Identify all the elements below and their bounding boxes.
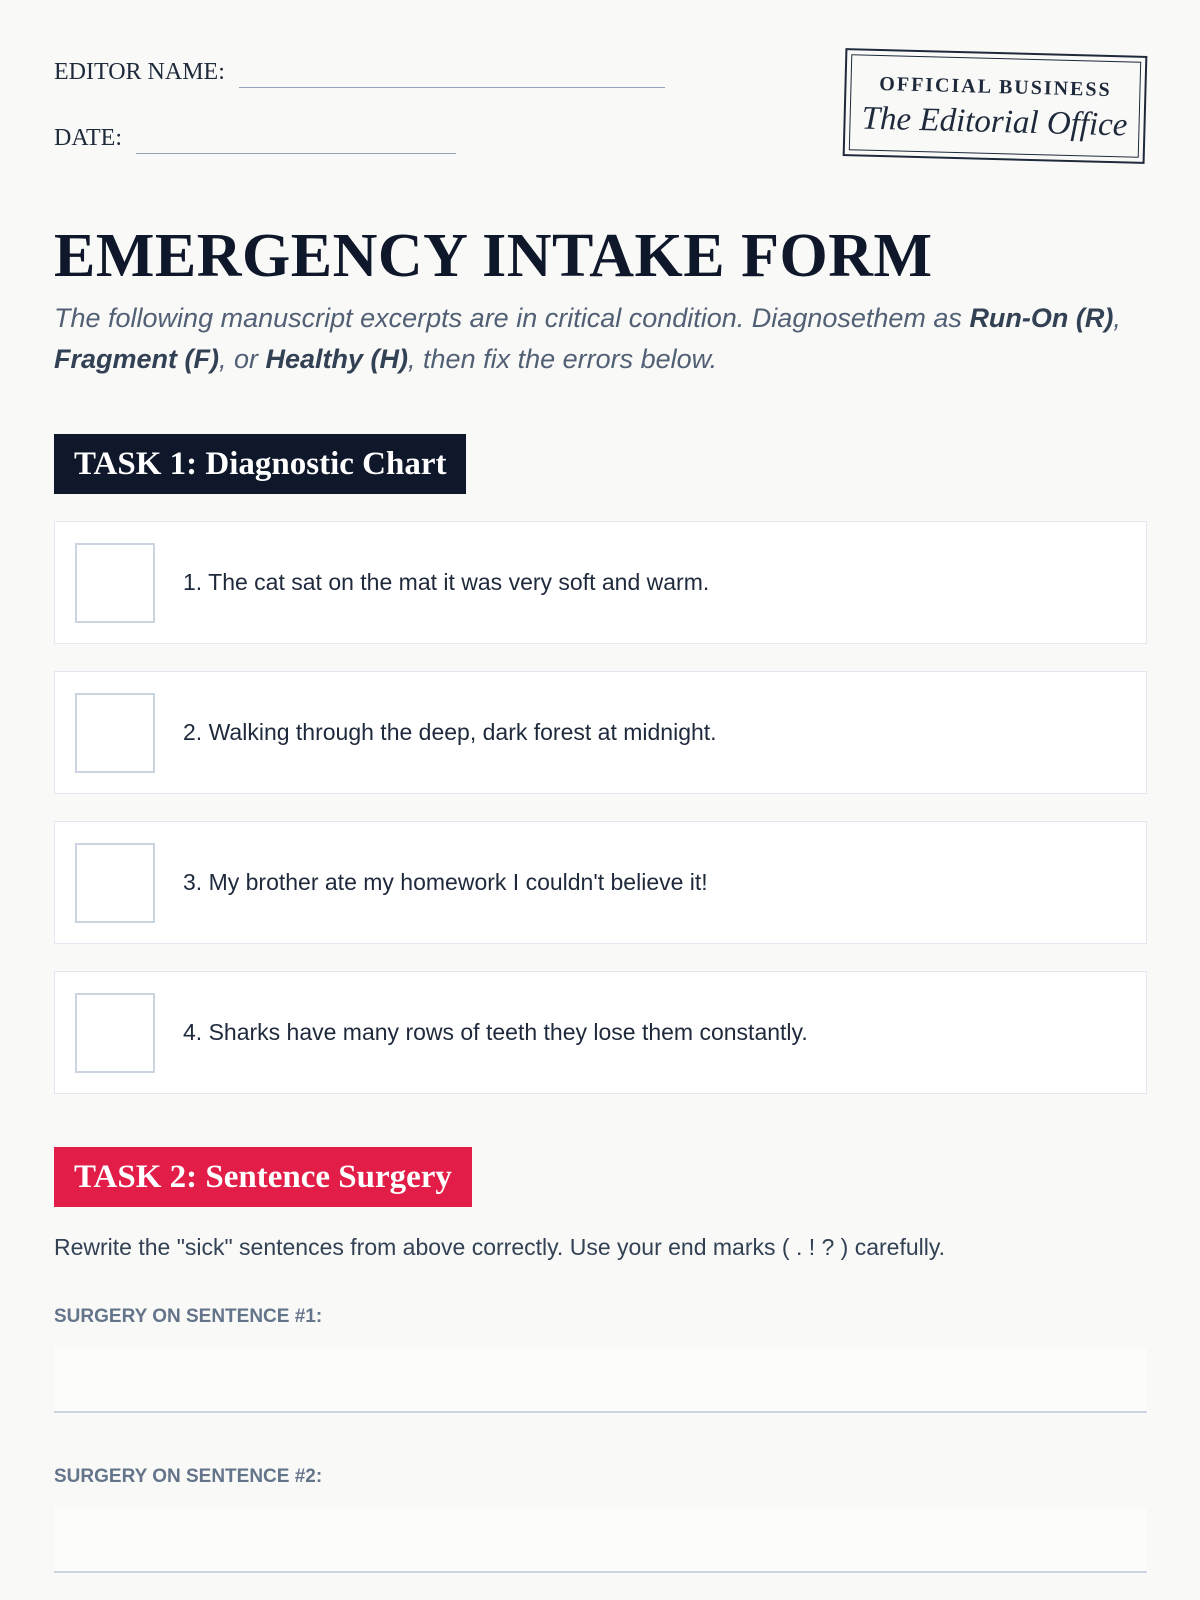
surgery-input-2[interactable] [54, 1507, 1147, 1573]
editor-name-label: EDITOR NAME: [54, 59, 225, 85]
diagnostic-item-4 [54, 971, 1147, 1094]
date-label: DATE: [54, 125, 122, 151]
diagnostic-item-1 [54, 521, 1147, 644]
subtitle-runon: Run-On (R) [969, 303, 1114, 333]
editor-name-row [54, 60, 665, 84]
diagnostic-sentence-4: 4. Sharks have many rows of teeth they lose them constantly. [183, 1019, 808, 1045]
page-subtitle [54, 298, 1154, 380]
diagnosis-box-2[interactable] [75, 693, 155, 773]
surgery-input-1[interactable] [54, 1347, 1147, 1413]
editor-name-field[interactable] [239, 63, 665, 88]
task1-heading: TASK 1: Diagnostic Chart [54, 434, 466, 494]
stamp-line-2: The Editorial Office [861, 100, 1128, 144]
surgery-label-2: SURGERY ON SENTENCE #2: [54, 1466, 323, 1487]
diagnostic-sentence-2: 2. Walking through the deep, dark forest at midnight. [183, 719, 717, 745]
task2-instructions: Rewrite the "sick" sentences from above correctly. Use your end marks ( . ! ? ) carefully. [54, 1234, 946, 1260]
diagnosis-box-3[interactable] [75, 843, 155, 923]
diagnostic-sentence-3: 3. My brother ate my homework I couldn't believe it! [183, 869, 708, 895]
official-stamp [843, 48, 1148, 164]
date-row [54, 126, 456, 150]
subtitle-sep-2: , or [219, 344, 266, 374]
task2-heading: TASK 2: Sentence Surgery [54, 1147, 472, 1207]
diagnostic-item-2 [54, 671, 1147, 794]
diagnostic-item-3 [54, 821, 1147, 944]
diagnosis-box-1[interactable] [75, 543, 155, 623]
surgery-label-1: SURGERY ON SENTENCE #1: [54, 1306, 323, 1327]
subtitle-sep-1: , [1113, 303, 1121, 333]
subtitle-healthy: Healthy (H) [265, 344, 409, 374]
subtitle-fragment: Fragment (F) [54, 344, 219, 374]
subtitle-outro: , then fix the errors below. [408, 344, 718, 374]
date-field[interactable] [136, 129, 456, 154]
diagnostic-sentence-1: 1. The cat sat on the mat it was very soft and warm. [183, 569, 710, 595]
subtitle-intro: The following manuscript excerpts are in critical condition. Diagnosethem as [54, 303, 970, 333]
stamp-line-1: OFFICIAL BUSINESS [879, 72, 1112, 102]
page-title: EMERGENCY INTAKE FORM [54, 222, 933, 290]
diagnosis-box-4[interactable] [75, 993, 155, 1073]
